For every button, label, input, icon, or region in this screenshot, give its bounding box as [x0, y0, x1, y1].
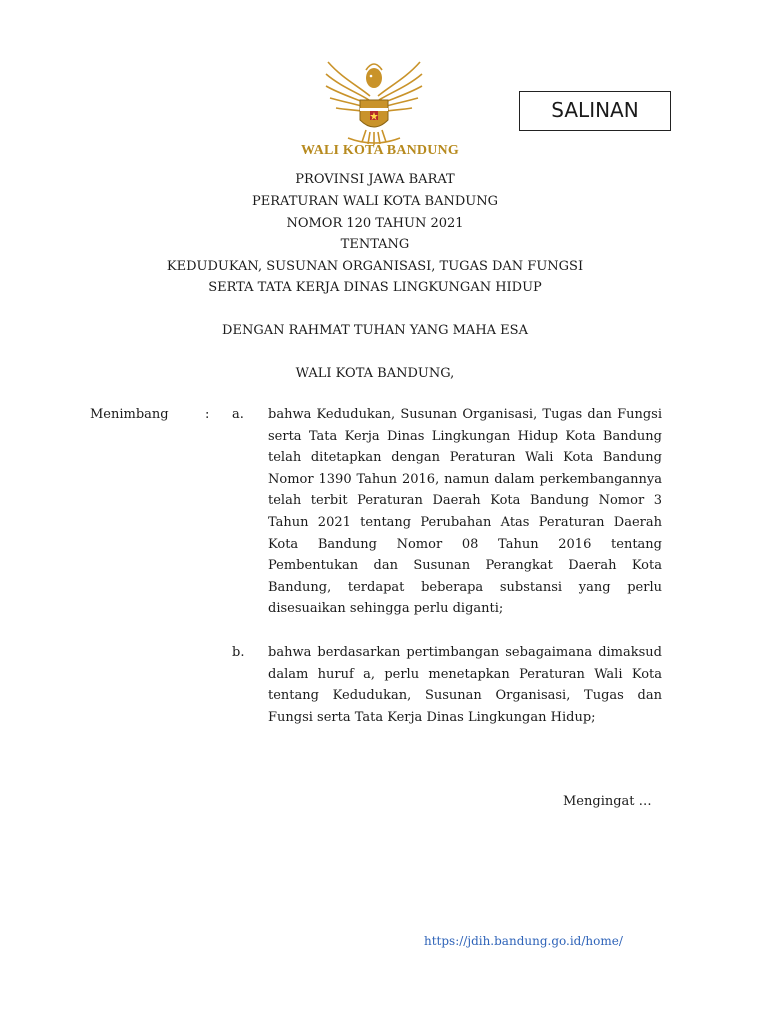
considering-label: Menimbang: [90, 407, 169, 422]
item-b-letter: b.: [232, 645, 245, 660]
considering-colon: :: [205, 407, 210, 422]
title-province: PROVINSI JAWA BARAT: [295, 172, 455, 187]
org-name: WALI KOTA BANDUNG: [301, 143, 459, 158]
item-a-letter: a.: [232, 407, 244, 422]
item-b-text: bahwa berdasarkan pertimbangan sebagaimana dimaksud dalam huruf a, perlu menetapkan Peraturan Wali Kota tentang Kedudukan, Susunan Organisasi, Tugas dan Fungsi serta Tata Kerja Dinas Lingkungan Hidup;: [268, 645, 662, 725]
salinan-stamp: SALINAN: [519, 91, 671, 131]
title-tentang: TENTANG: [340, 237, 410, 252]
preamble: DENGAN RAHMAT TUHAN YANG MAHA ESA: [222, 323, 528, 338]
footer-url-link[interactable]: https://jdih.bandung.go.id/home/: [424, 934, 623, 948]
catchword: Mengingat …: [563, 794, 652, 809]
title-number: NOMOR 120 TAHUN 2021: [286, 216, 464, 231]
title-subject-line2: SERTA TATA KERJA DINAS LINGKUNGAN HIDUP: [208, 280, 542, 295]
title-regulation: PERATURAN WALI KOTA BANDUNG: [252, 194, 498, 209]
title-subject-line1: KEDUDUKAN, SUSUNAN ORGANISASI, TUGAS DAN FUNGSI: [166, 259, 584, 274]
authority: WALI KOTA BANDUNG,: [295, 366, 455, 381]
item-a-text: bahwa Kedudukan, Susunan Organisasi, Tugas dan Fungsi serta Tata Kerja Dinas Lingkungan Hidup Kota Bandung telah ditetapkan dengan Peraturan Wali Kota Bandung Nomor 1390 Tahun 2016, namun dalam perkembangannya telah terbit Peraturan Daerah Kota Bandung Nomor 3 Tahun 2021 tentang Perubahan Atas Peraturan Daerah Kota Bandung Nomor 08 Tahun 2016 tentang Pembentukan dan Susunan Perangkat Daerah Kota Bandung, terdapat beberapa substansi yang perlu disesuaikan sehingga perlu diganti;: [268, 407, 662, 617]
garuda-emblem-icon: [322, 56, 426, 148]
